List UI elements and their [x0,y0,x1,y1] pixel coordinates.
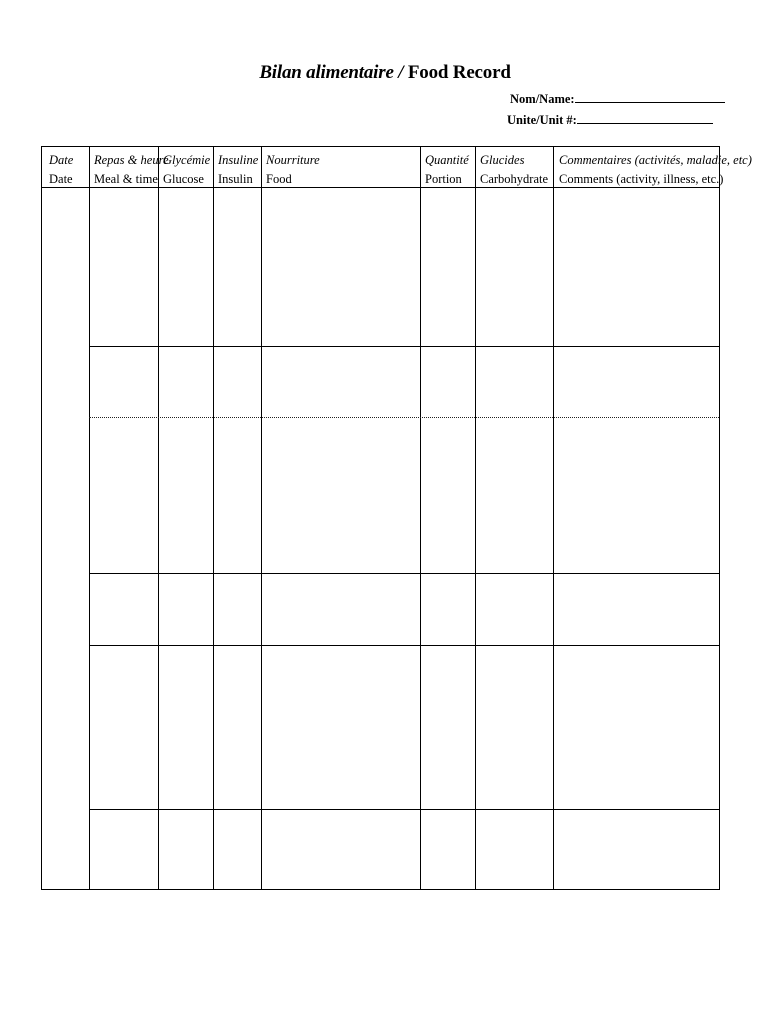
column-header-fr: Glycémie [163,153,211,167]
column-header-en: Food [266,172,292,186]
title-english: Food Record [407,62,511,83]
name-label: Nom/Name: [510,92,575,106]
name-blank-line[interactable] [575,90,725,103]
column-header-fr: Glucides [480,153,525,167]
column-header-portion [425,151,469,189]
name-field-row [510,90,725,107]
column-header-fr: Commentaires (activités, maladie, etc) [559,153,752,167]
table-row[interactable] [90,646,719,809]
title-french: Bilan alimentaire / [259,62,404,83]
column-header-meal-time [94,151,169,189]
column-header-carbohydrate [480,151,548,189]
column-header-fr: Nourriture [266,153,320,167]
column-header-en: Comments (activity, illness, etc.) [559,172,724,186]
food-record-table [41,146,752,890]
column-header-date [49,151,73,189]
column-header-fr: Quantité [425,153,469,167]
column-header-en: Carbohydrate [480,172,549,186]
column-header-en: Portion [425,172,462,186]
column-header-en: Meal & time [94,172,158,186]
column-header-fr: Date [49,153,74,167]
unit-field-row [507,111,713,128]
column-header-en: Glucose [163,172,204,186]
table-row[interactable] [90,810,719,889]
unit-blank-line[interactable] [577,111,713,124]
unit-label: Unite/Unit #: [507,113,577,127]
column-header-glucose [163,151,210,189]
column-header-en: Insulin [218,172,253,186]
table-row[interactable] [90,347,719,417]
table-row[interactable] [90,188,719,346]
column-header-fr: Repas & heure [94,153,169,167]
column-header-en: Date [49,172,73,186]
column-header-food [266,151,320,189]
table-row[interactable] [90,574,719,645]
column-header-fr: Insuline [218,153,259,167]
date-cell[interactable] [42,188,89,889]
page-title [0,62,770,84]
column-header-comments [559,151,752,189]
table-row[interactable] [90,418,719,573]
column-header-insulin [218,151,258,189]
